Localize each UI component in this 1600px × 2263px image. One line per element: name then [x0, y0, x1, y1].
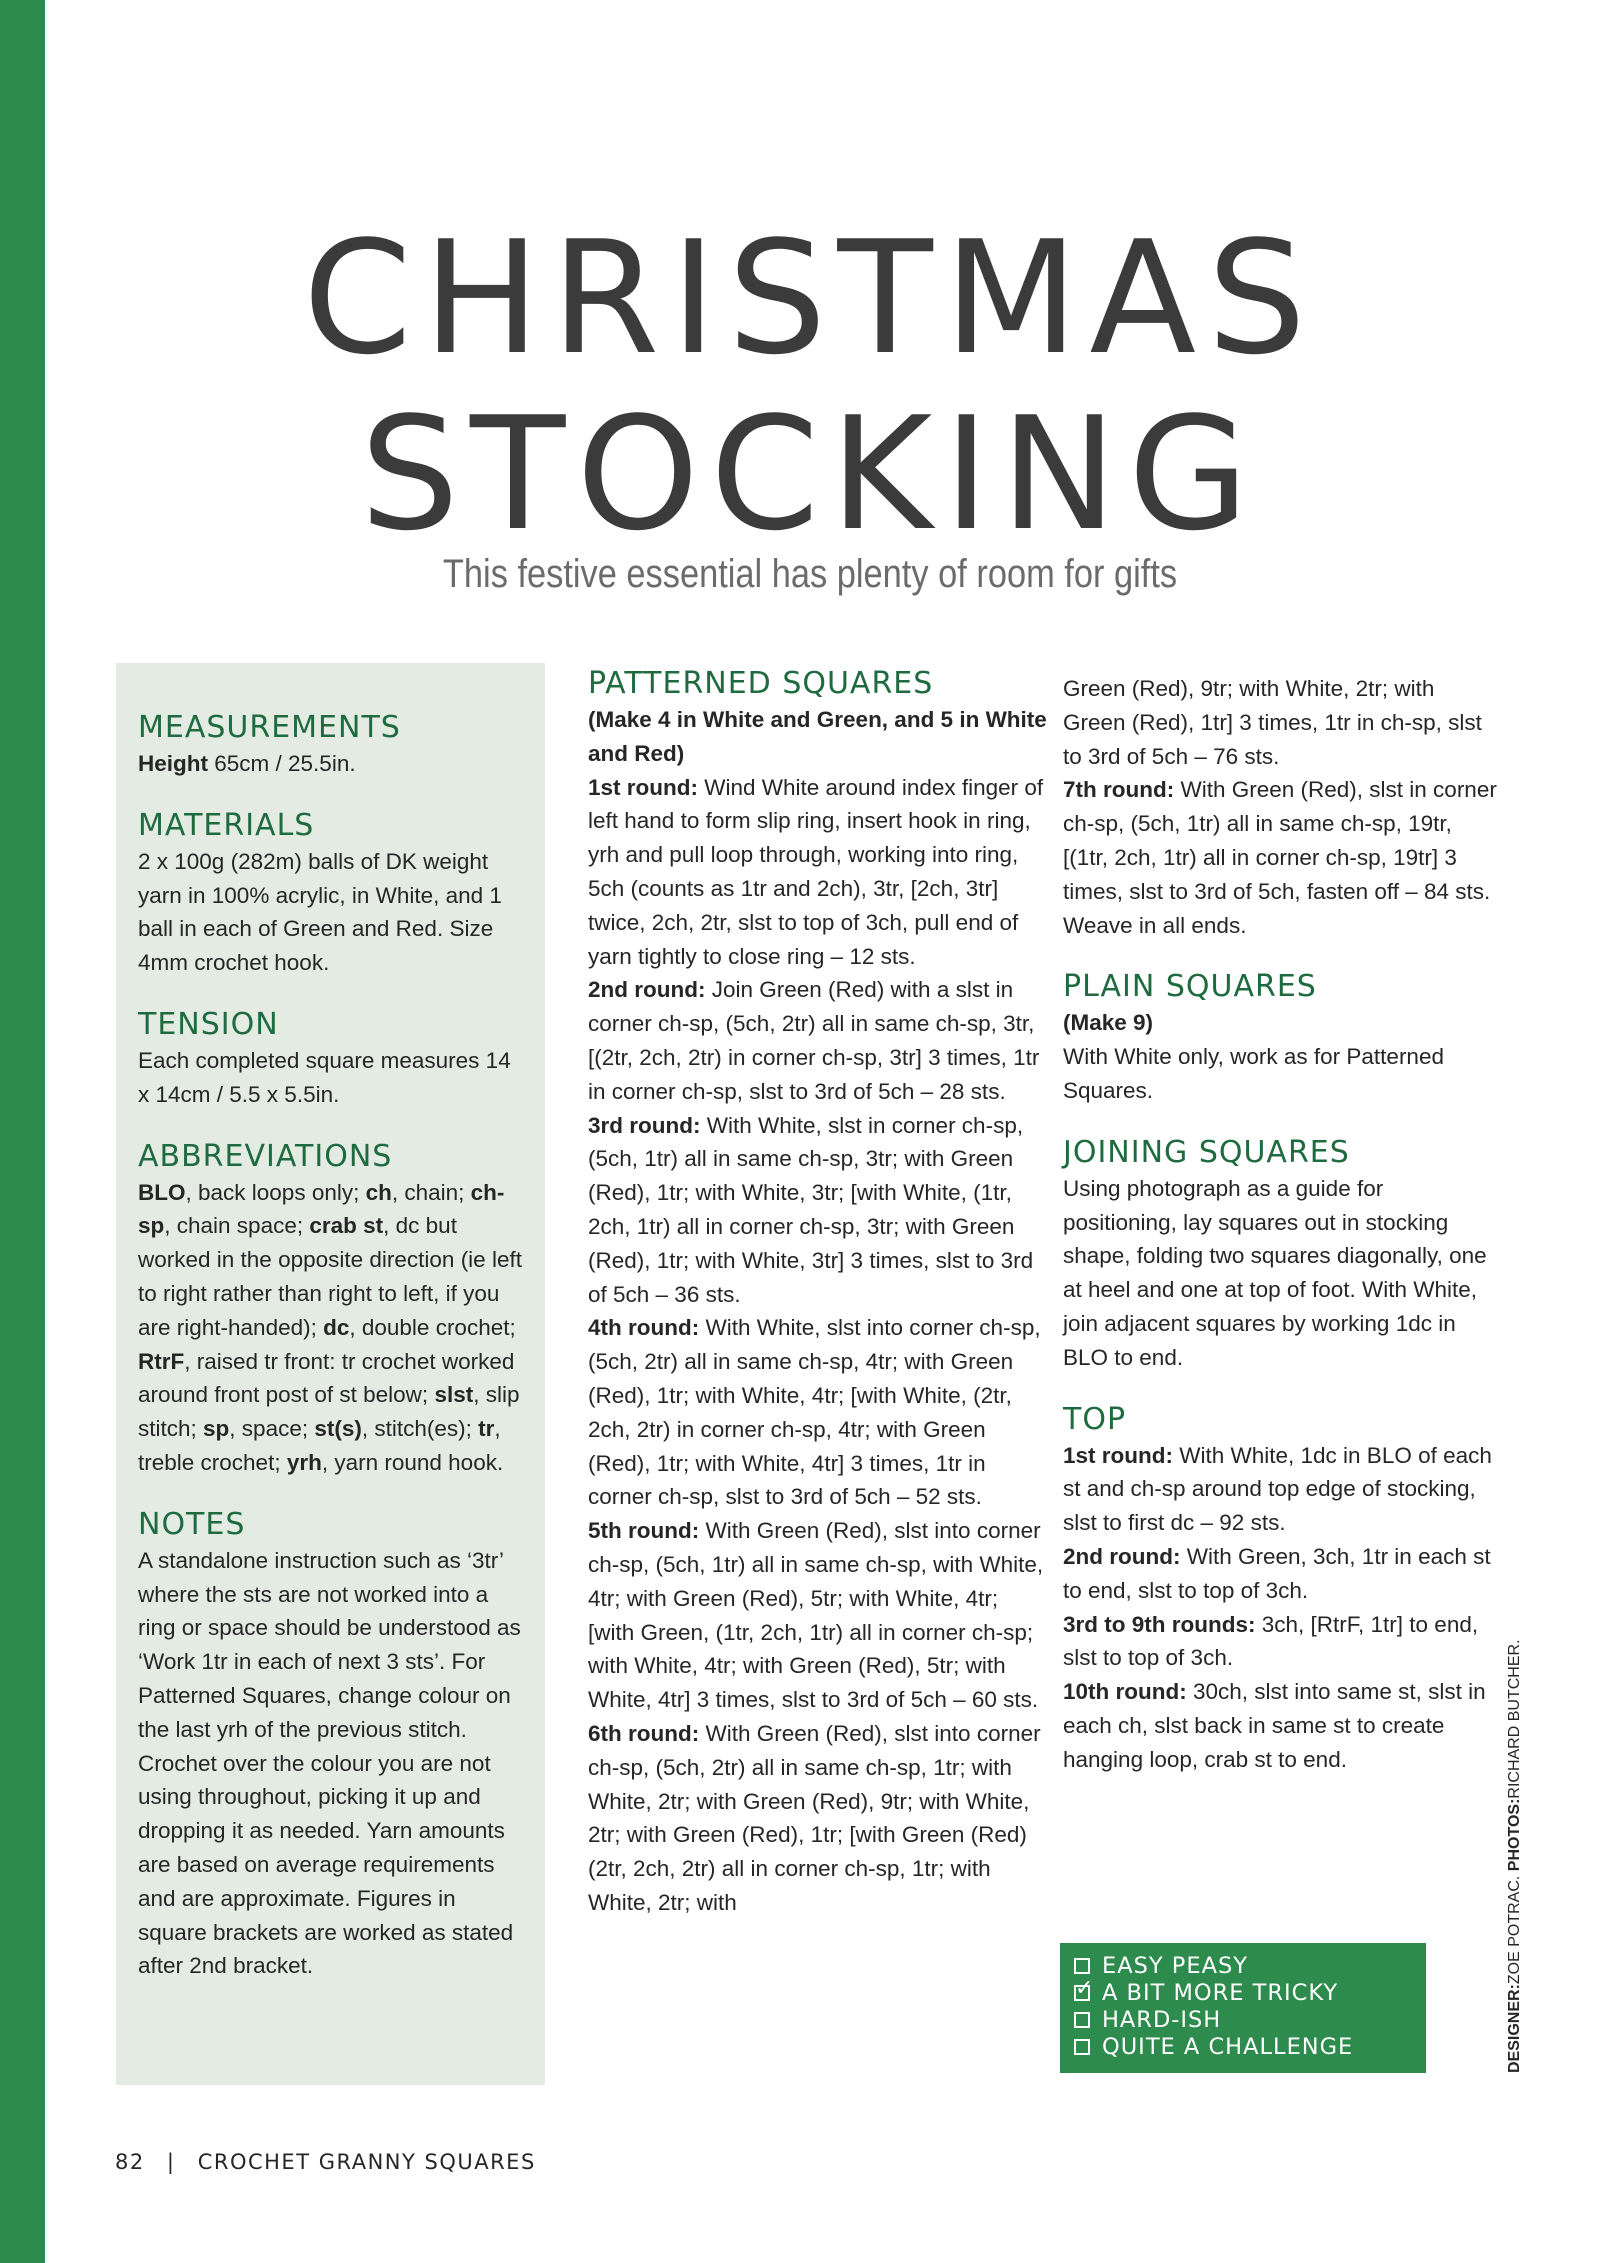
- round-text: With Green (Red), slst into corner ch-sp, (5ch, 1tr) all in same ch-sp, with White, 4tr; with Green (Red), 5tr; with White, 4tr; [with Green, (1tr, 2ch, 1tr) all in corner ch-sp; with White, 4tr; with Green (Red), 5tr; with White, 4tr] 3 times, slst to 3rd of 5ch – 60 sts.: [588, 1518, 1044, 1713]
- abbreviation-definition: , slip stitch;: [138, 1382, 520, 1442]
- pattern-round-5: [588, 1514, 1048, 1717]
- abbreviation-term: tr: [478, 1416, 495, 1442]
- rating-option: [1074, 1976, 1426, 2007]
- photos-label: PHOTOS:: [1506, 1798, 1523, 1876]
- abbreviation-term: st(s): [314, 1416, 362, 1442]
- abbreviation-definition: , treble crochet;: [138, 1416, 501, 1475]
- top-round-3: [1063, 1608, 1503, 1676]
- checkbox-icon: [1074, 1958, 1090, 1974]
- round-label: 1st round:: [588, 774, 698, 800]
- abbreviation-definition: , chain space;: [164, 1213, 310, 1239]
- top-round-1: [1063, 1439, 1503, 1540]
- tension-heading: TENSION: [138, 1006, 279, 1042]
- designer-name: ZOE POTRAC.: [1506, 1875, 1523, 1985]
- top-round-2: [1063, 1540, 1503, 1608]
- round-text: 30ch, slst into same st, slst in each ch, slst back in same st to create hanging loop, crab st to end.: [1063, 1679, 1486, 1772]
- abbreviations-heading: ABBREVIATIONS: [138, 1138, 393, 1174]
- right-column: [1063, 672, 1503, 1777]
- pattern-round-1: [588, 771, 1048, 974]
- round-text: Wind White around index finger of left hand to form slip ring, insert hook in ring, yrh and pull loop through, working into ring, 5ch (counts as 1tr and 2ch), 3tr, [2ch, 3tr] twice, 2ch, 2tr, slst to top of 3ch, pull end of yarn tightly to close ring – 12 sts.: [588, 774, 1044, 969]
- abbreviation-definition: , chain;: [391, 1179, 471, 1205]
- title-line-1: CHRISTMAS: [302, 207, 1318, 389]
- top-rounds: [1063, 1439, 1503, 1777]
- abbreviation-term: RtrF: [138, 1348, 185, 1374]
- round-label: 4th round:: [588, 1315, 700, 1341]
- materials-heading: MATERIALS: [138, 807, 315, 843]
- designer-label: DESIGNER:: [1506, 1984, 1523, 2073]
- abbreviation-term: sp: [203, 1416, 230, 1442]
- notes-heading: NOTES: [138, 1506, 246, 1542]
- round-text: With White, slst in corner ch-sp, (5ch, 1tr) all in same ch-sp, 3tr; with Green (Red), 1tr; with White, 3tr; [with White, (1tr, 2ch, 1tr) all in corner ch-sp, 3tr; with Green (Red), 1tr; with White, 3tr] 3 times, slst to 3rd of 5ch – 36 sts.: [588, 1112, 1034, 1307]
- page-title: [240, 207, 1380, 565]
- round-label: 5th round:: [588, 1518, 700, 1544]
- photos-name: RICHARD BUTCHER.: [1506, 1639, 1523, 1799]
- measurements-text: [138, 747, 525, 781]
- abbreviations-list: [138, 1176, 525, 1480]
- round-label: 2nd round:: [588, 977, 706, 1003]
- measurements-label: Height: [138, 751, 208, 776]
- round-label: 6th round:: [588, 1720, 700, 1746]
- round-label: 3rd round:: [588, 1112, 701, 1138]
- plain-make-note: (Make 9): [1063, 1010, 1154, 1036]
- difficulty-rating-box: [1060, 1943, 1426, 2073]
- round-text: 3ch, [RtrF, 1tr] to end, slst to top of 3ch.: [1063, 1611, 1479, 1671]
- top-round-4: [1063, 1675, 1503, 1776]
- joining-squares-text: Using photograph as a guide for positioning, lay squares out in stocking shape, folding two squares diagonally, one at heel and one at top of foot. With White, join adjacent squares by working 1dc in BLO to end.: [1063, 1175, 1487, 1370]
- page-number: 82: [115, 2150, 145, 2174]
- abbreviation-definition: , stitch(es);: [361, 1416, 479, 1442]
- tension-text: Each completed square measures 14 x 14cm / 5.5 x 5.5in.: [138, 1047, 511, 1107]
- round-text: With Green, 3ch, 1tr in each st to end, slst to top of 3ch.: [1063, 1543, 1491, 1603]
- abbreviation-term: crab st: [309, 1213, 384, 1239]
- patterned-rounds: [588, 771, 1048, 1920]
- abbreviation-definition: , raised tr front: tr crochet worked around front post of st below;: [138, 1348, 515, 1408]
- round-label: 7th round:: [1063, 777, 1175, 803]
- page-subtitle: This festive essential has plenty of room for gifts: [442, 552, 1178, 596]
- pattern-round-7: [1063, 773, 1503, 908]
- rating-label: QUITE A CHALLENGE: [1102, 2034, 1354, 2060]
- round-text: With White, slst into corner ch-sp, (5ch, 2tr) all in same ch-sp, 4tr; with Green (Red), 1tr; with White, 4tr; [with White, (2tr, 2ch, 2tr) in corner ch-sp, 4tr; with Green (Red), 1tr; with White, 4tr] 3 times, 1tr in corner ch-sp, slst to 3rd of 5ch – 52 sts.: [588, 1315, 1041, 1510]
- check-icon: ✓: [1075, 1976, 1095, 2001]
- materials-text: 2 x 100g (282m) balls of DK weight yarn in 100% acrylic, in White, and 1 ball in each of Green and Red. Size 4mm crochet hook.: [138, 848, 502, 976]
- rating-label: EASY PEASY: [1102, 1953, 1248, 1979]
- measurements-heading: MEASUREMENTS: [138, 710, 401, 745]
- plain-squares-heading: PLAIN SQUARES: [1063, 969, 1317, 1005]
- notes-text: A standalone instruction such as ‘3tr’ where the sts are not worked into a ring or space should be understood as ‘Work 1tr in each of next 3 sts’. For Patterned Squares, change colour on the last yrh of the previous stitch. Crochet over the colour you are not using throughout, picking it up and dropping it as needed. Yarn amounts are based on average requirements and are approximate. Figures in square brackets are worked as stated after 2nd bracket.: [138, 1547, 521, 1979]
- title-line-2: STOCKING: [360, 383, 1260, 565]
- patterned-squares-heading: PATTERNED SQUARES: [588, 666, 934, 701]
- round-text: With White, 1dc in BLO of each st and ch-sp around top edge of stocking, slst to first dc – 92 sts.: [1063, 1442, 1492, 1536]
- rating-label: HARD-ISH: [1102, 2007, 1222, 2033]
- round-label: 10th round:: [1063, 1679, 1187, 1705]
- page-footer: [115, 2150, 536, 2174]
- magazine-name: CROCHET GRANNY SQUARES: [197, 2150, 536, 2174]
- pattern-round-2: [588, 973, 1048, 1108]
- abbreviation-term: slst: [434, 1382, 474, 1408]
- pattern-round-4: [588, 1311, 1048, 1514]
- abbreviation-definition: , yarn round hook.: [321, 1449, 504, 1475]
- rating-option: [1074, 2007, 1426, 2034]
- round-text: With Green (Red), slst into corner ch-sp, (5ch, 2tr) all in same ch-sp, 1tr; with White, 2tr; with Green (Red), 9tr; with White, 2tr; with Green (Red), 1tr; [with Green (Red) (2tr, 2ch, 2tr) all in corner ch-sp, 1tr; with White, 2tr; with: [588, 1720, 1041, 1915]
- measurements-value: 65cm / 25.5in.: [208, 751, 356, 776]
- abbreviation-definition: , double crochet;: [349, 1314, 516, 1340]
- patterned-squares-column: [588, 665, 1048, 1920]
- abbreviation-term: dc: [323, 1314, 350, 1340]
- checkbox-icon: [1074, 2039, 1090, 2055]
- info-sidebar: [116, 663, 545, 2085]
- rating-option: [1074, 2034, 1426, 2061]
- joining-squares-heading: JOINING SQUARES: [1063, 1134, 1350, 1170]
- checkbox-icon: [1074, 2012, 1090, 2028]
- top-heading: TOP: [1063, 1401, 1127, 1437]
- rating-option: [1074, 1953, 1426, 1980]
- round-text: With Green (Red), slst in corner ch-sp, (5ch, 1tr) all in same ch-sp, 19tr, [(1tr, 2ch, 1tr) all in corner ch-sp, 19tr] 3 times, slst to 3rd of 5ch, fasten off – 84 sts.: [1063, 777, 1497, 904]
- abbreviation-term: BLO: [138, 1179, 186, 1205]
- pattern-round-6: [588, 1717, 1048, 1920]
- pattern-round-3: [588, 1109, 1048, 1312]
- abbreviation-term: ch-sp: [138, 1179, 505, 1239]
- round-continuation: Green (Red), 9tr; with White, 2tr; with Green (Red), 1tr] 3 times, 1tr in ch-sp, slst to 3rd of 5ch – 76 sts.: [1063, 676, 1482, 769]
- plain-squares-text: With White only, work as for Patterned Squares.: [1063, 1044, 1444, 1103]
- patterned-round-7-block: [1063, 773, 1503, 908]
- abbreviation-definition: , back loops only;: [185, 1179, 366, 1205]
- abbreviation-definition: , dc but worked in the opposite direction (ie left to right rather than right to left, if you are right-handed);: [138, 1213, 522, 1340]
- abbreviation-definition: , space;: [229, 1416, 315, 1442]
- footer-separator: |: [166, 2150, 176, 2174]
- abbreviation-term: ch: [365, 1179, 392, 1205]
- photo-credit: [1506, 1639, 1524, 2073]
- abbreviation-term: yrh: [286, 1449, 322, 1475]
- round-label: 3rd to 9th rounds:: [1063, 1611, 1256, 1637]
- patterned-make-note: (Make 4 in White and Green, and 5 in White and Red): [588, 707, 1047, 766]
- checked-box-icon: [1074, 1976, 1095, 2001]
- rating-label: A BIT MORE TRICKY: [1102, 1980, 1339, 2006]
- round-text: Join Green (Red) with a slst in corner ch-sp, (5ch, 2tr) all in same ch-sp, 3tr, [(2tr, 2ch, 2tr) in corner ch-sp, 3tr] 3 times, 1tr in corner ch-sp, slst to 3rd of 5ch – 28 sts.: [588, 977, 1040, 1104]
- round-label: 2nd round:: [1063, 1543, 1181, 1569]
- weave-text: Weave in all ends.: [1063, 912, 1247, 938]
- round-label: 1st round:: [1063, 1442, 1173, 1468]
- green-edge-bar: [0, 0, 45, 2263]
